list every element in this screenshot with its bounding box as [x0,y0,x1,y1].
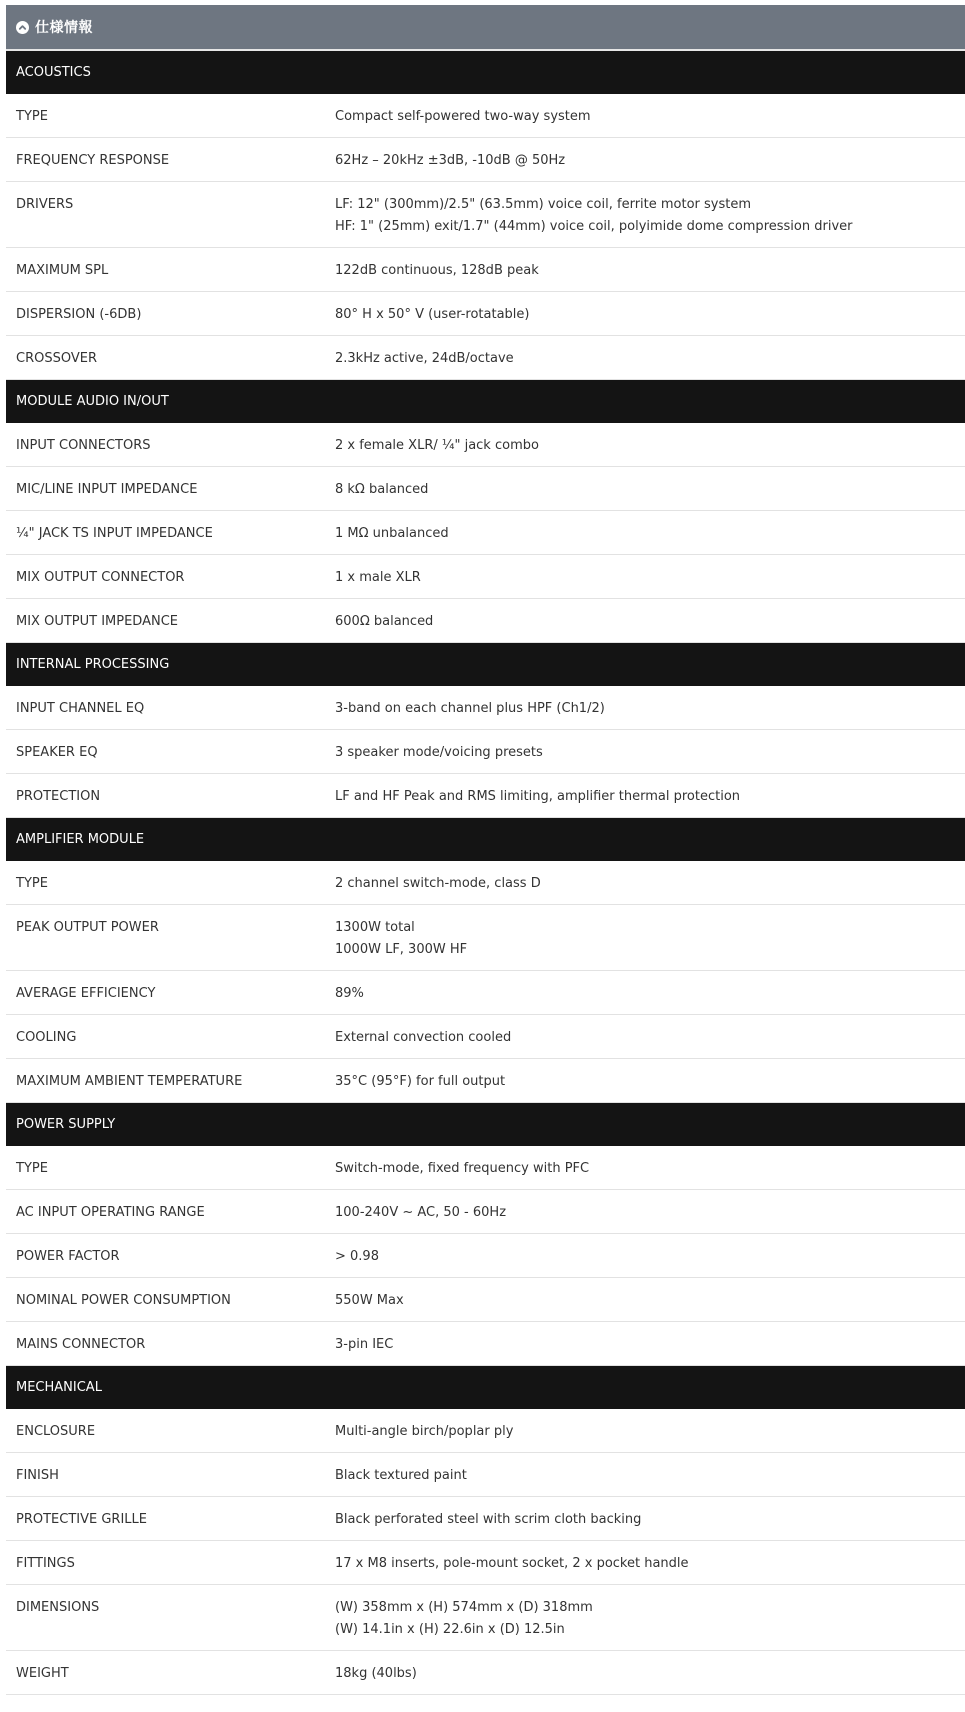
spec-row [6,1234,965,1278]
spec-row [6,511,965,555]
spec-row [6,1541,965,1585]
spec-value-line: 1 x male XLR [335,570,421,585]
spec-label: FREQUENCY RESPONSE [6,138,319,182]
spec-value [319,774,965,818]
spec-value-line: Compact self-powered two-way system [335,109,591,124]
spec-label: MAXIMUM AMBIENT TEMPERATURE [6,1059,319,1103]
spec-value [319,555,965,599]
spec-label: POWER FACTOR [6,1234,319,1278]
spec-value [319,1453,965,1497]
spec-label: DIMENSIONS [6,1585,319,1651]
spec-row [6,1651,965,1695]
spec-value-line: 122dB continuous, 128dB peak [335,263,539,278]
spec-value-line: 89% [335,986,364,1001]
spec-value-line: 1300W total [335,920,415,935]
spec-value [319,905,965,971]
spec-value-line: LF and HF Peak and RMS limiting, amplifier thermal protection [335,789,741,804]
spec-value-line: 18kg (40lbs) [335,1666,417,1681]
spec-label: DISPERSION (-6DB) [6,292,319,336]
spec-row [6,182,965,248]
spec-table [6,51,965,1695]
spec-value-line: (W) 358mm x (H) 574mm x (D) 318mm [335,1600,593,1615]
spec-value-line: Multi-angle birch/poplar ply [335,1424,514,1439]
spec-value [319,138,965,182]
spec-value-line: 8 kΩ balanced [335,482,429,497]
spec-value-line: 100-240V ~ AC, 50 - 60Hz [335,1205,507,1220]
section-title: MECHANICAL [6,1366,965,1410]
spec-label: SPEAKER EQ [6,730,319,774]
spec-value-line: 17 x M8 inserts, pole-mount socket, 2 x pocket handle [335,1556,689,1571]
spec-row [6,686,965,730]
spec-row [6,1409,965,1453]
spec-value [319,1585,965,1651]
spec-row [6,248,965,292]
spec-label: INPUT CHANNEL EQ [6,686,319,730]
spec-value-line: External convection cooled [335,1030,512,1045]
spec-value-line: 3 speaker mode/voicing presets [335,745,543,760]
spec-value-line: 62Hz – 20kHz ±3dB, -10dB @ 50Hz [335,153,566,168]
spec-value [319,511,965,555]
spec-label: AC INPUT OPERATING RANGE [6,1190,319,1234]
spec-row [6,774,965,818]
spec-value [319,730,965,774]
section-header [6,51,965,94]
spec-value [319,1059,965,1103]
spec-label: CROSSOVER [6,336,319,380]
spec-value-line: HF: 1" (25mm) exit/1.7" (44mm) voice coil, polyimide dome compression driver [335,219,853,234]
spec-row [6,1059,965,1103]
chevron-up-icon[interactable] [16,21,29,34]
spec-label: INPUT CONNECTORS [6,423,319,467]
spec-value [319,1651,965,1695]
spec-label: DRIVERS [6,182,319,248]
spec-row [6,467,965,511]
spec-value [319,467,965,511]
spec-row [6,336,965,380]
spec-value-line: 600Ω balanced [335,614,434,629]
spec-value-line: 550W Max [335,1293,404,1308]
spec-value-line: > 0.98 [335,1249,379,1264]
spec-value [319,1015,965,1059]
section-title: INTERNAL PROCESSING [6,643,965,687]
spec-label: MAINS CONNECTOR [6,1322,319,1366]
spec-value-line: 1000W LF, 300W HF [335,942,468,957]
spec-row [6,971,965,1015]
spec-value-line: 2 channel switch-mode, class D [335,876,541,891]
spec-value-line: LF: 12" (300mm)/2.5" (63.5mm) voice coil, ferrite motor system [335,197,752,212]
spec-value-line: Switch-mode, fixed frequency with PFC [335,1161,590,1176]
spec-value [319,1322,965,1366]
spec-value-line: 35°C (95°F) for full output [335,1074,506,1089]
spec-label: WEIGHT [6,1651,319,1695]
section-header [6,380,965,424]
spec-value [319,686,965,730]
section-title: AMPLIFIER MODULE [6,818,965,862]
spec-row [6,599,965,643]
spec-value [319,248,965,292]
spec-row [6,905,965,971]
spec-value-line: 2 x female XLR/ ¼" jack combo [335,438,539,453]
spec-label: TYPE [6,94,319,138]
spec-value-line: Black textured paint [335,1468,467,1483]
spec-label: FITTINGS [6,1541,319,1585]
spec-value [319,1146,965,1190]
spec-value-line: (W) 14.1in x (H) 22.6in x (D) 12.5in [335,1622,565,1637]
spec-label: PROTECTIVE GRILLE [6,1497,319,1541]
spec-row [6,138,965,182]
spec-row [6,423,965,467]
spec-row [6,1497,965,1541]
spec-value-line: 2.3kHz active, 24dB/octave [335,351,514,366]
spec-value-line: Black perforated steel with scrim cloth backing [335,1512,642,1527]
spec-label: TYPE [6,1146,319,1190]
spec-value [319,1541,965,1585]
section-header [6,1103,965,1147]
spec-value [319,861,965,905]
spec-value [319,599,965,643]
spec-label: ¼" JACK TS INPUT IMPEDANCE [6,511,319,555]
spec-row [6,555,965,599]
spec-value-line: 3-pin IEC [335,1337,394,1352]
spec-label: MIX OUTPUT IMPEDANCE [6,599,319,643]
spec-label: FINISH [6,1453,319,1497]
spec-row [6,1015,965,1059]
section-title: ACOUSTICS [6,51,965,94]
spec-toggle-header[interactable] [6,5,965,51]
spec-label: TYPE [6,861,319,905]
spec-value [319,292,965,336]
spec-value-line: 3-band on each channel plus HPF (Ch1/2) [335,701,605,716]
spec-value [319,336,965,380]
spec-label: PEAK OUTPUT POWER [6,905,319,971]
spec-row [6,94,965,138]
spec-value [319,423,965,467]
spec-label: COOLING [6,1015,319,1059]
spec-row [6,1453,965,1497]
spec-value [319,1497,965,1541]
spec-value [319,182,965,248]
spec-row [6,1585,965,1651]
section-title: POWER SUPPLY [6,1103,965,1147]
spec-value [319,1234,965,1278]
spec-label: MIX OUTPUT CONNECTOR [6,555,319,599]
spec-label: PROTECTION [6,774,319,818]
spec-label: MIC/LINE INPUT IMPEDANCE [6,467,319,511]
spec-row [6,1146,965,1190]
spec-value [319,1278,965,1322]
spec-row [6,1322,965,1366]
section-header [6,1366,965,1410]
spec-row [6,292,965,336]
spec-value [319,1409,965,1453]
spec-row [6,1278,965,1322]
spec-label: AVERAGE EFFICIENCY [6,971,319,1015]
spec-value-line: 1 MΩ unbalanced [335,526,449,541]
spec-value [319,1190,965,1234]
spec-panel [6,5,965,1695]
spec-label: NOMINAL POWER CONSUMPTION [6,1278,319,1322]
spec-row [6,861,965,905]
spec-title: 仕様情報 [35,20,93,36]
spec-row [6,730,965,774]
spec-value-line: 80° H x 50° V (user-rotatable) [335,307,530,322]
spec-value [319,94,965,138]
spec-row [6,1190,965,1234]
section-header [6,643,965,687]
section-header [6,818,965,862]
section-title: MODULE AUDIO IN/OUT [6,380,965,424]
spec-label: ENCLOSURE [6,1409,319,1453]
spec-label: MAXIMUM SPL [6,248,319,292]
spec-value [319,971,965,1015]
